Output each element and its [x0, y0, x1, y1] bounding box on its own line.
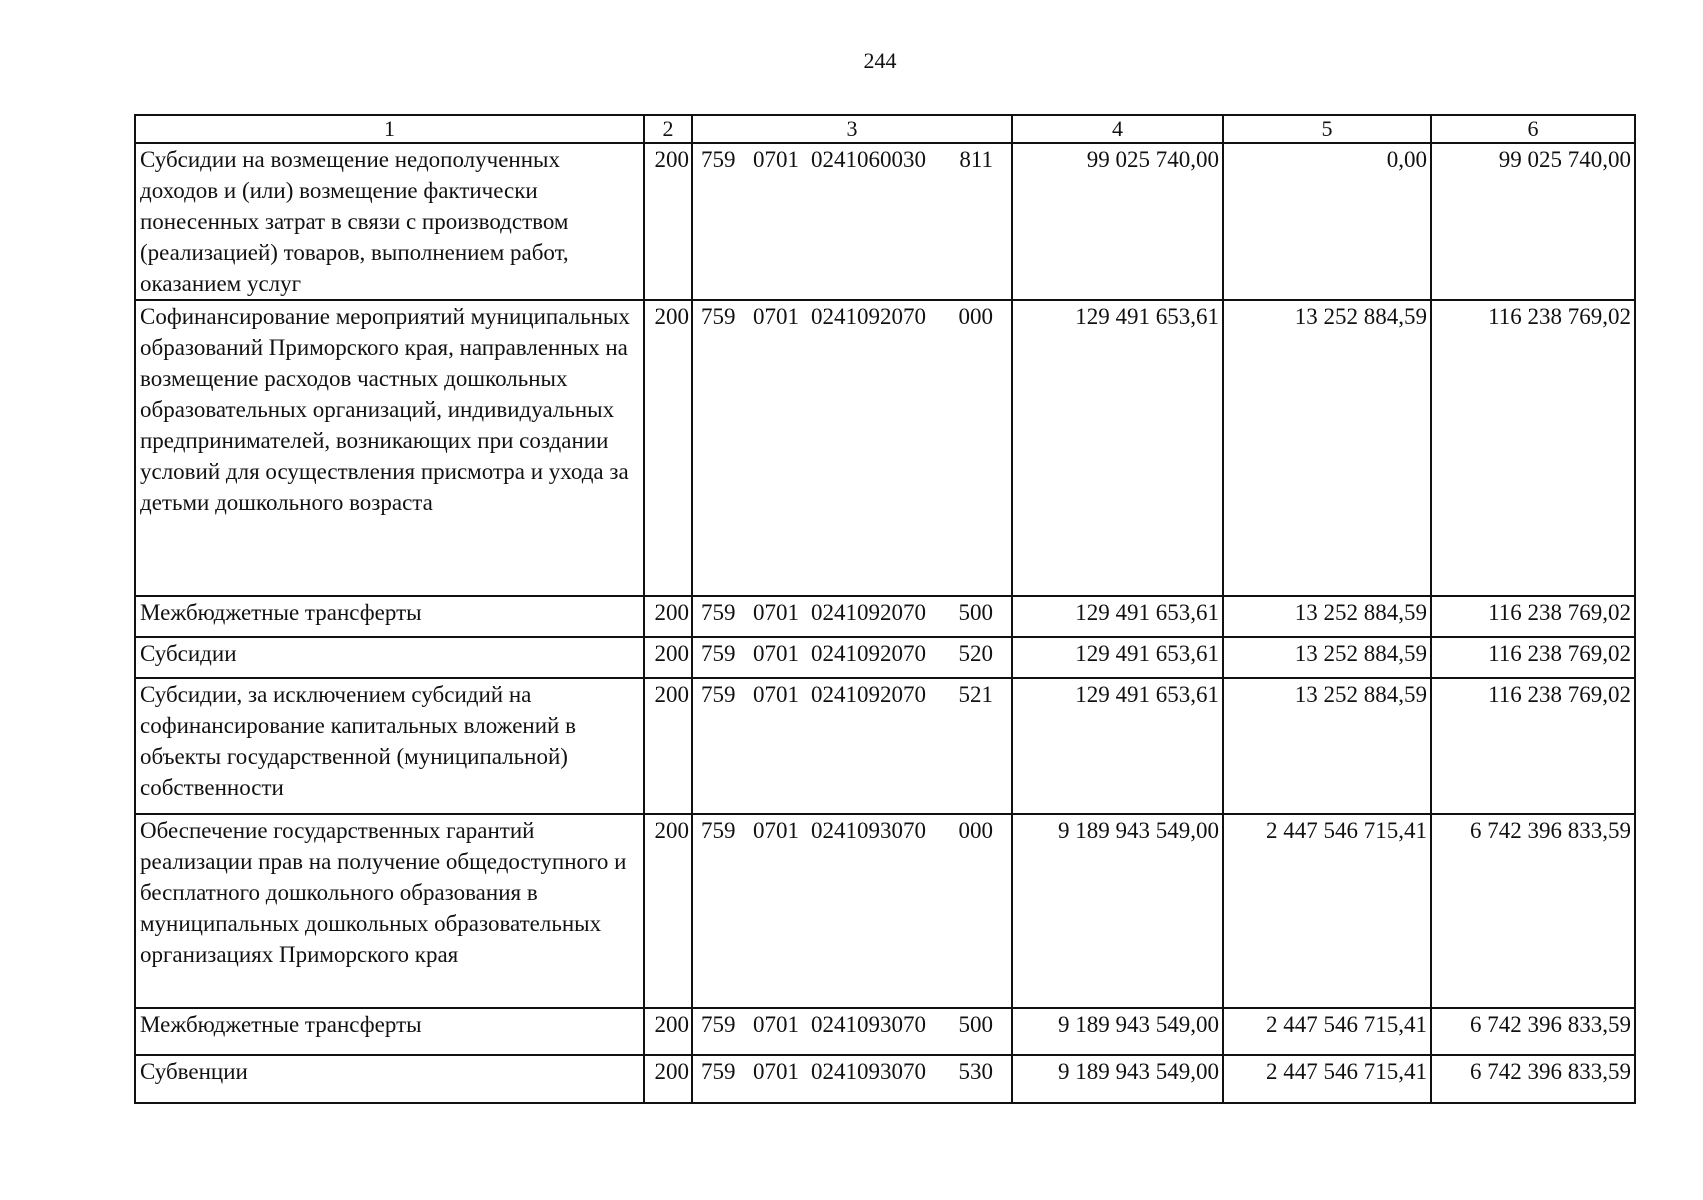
amount-col5: 2 447 546 715,41 — [1223, 814, 1431, 1008]
amount-col6: 116 238 769,02 — [1431, 300, 1635, 596]
classification-codes — [692, 1008, 1012, 1055]
expense-type-code: 000 — [958, 304, 993, 329]
amount-col6: 6 742 396 833,59 — [1431, 1008, 1635, 1055]
classification-codes — [692, 678, 1012, 814]
table-header-row — [135, 115, 1635, 143]
table-row — [135, 300, 1635, 596]
row-name: Софинансирование мероприятий муниципальных образований Приморского края, направленных на возмещение расходов частных дошкольных образовательных организаций, индивидуальных предпринимателей, возникающих при создании условий для осуществления присмотра и ухода за детьми дошкольного возраста — [135, 300, 644, 596]
grbs-code: 200 — [644, 143, 692, 300]
amount-col4: 99 025 740,00 — [1012, 143, 1223, 300]
target-article-code: 0241093070 — [811, 1059, 926, 1084]
expense-type-code: 520 — [958, 641, 993, 666]
table-row — [135, 678, 1635, 814]
amount-col4: 9 189 943 549,00 — [1012, 1055, 1223, 1103]
expense-type-code: 811 — [959, 147, 993, 172]
target-article-code: 0241092070 — [811, 600, 926, 625]
table-row — [135, 637, 1635, 678]
amount-col6: 6 742 396 833,59 — [1431, 814, 1635, 1008]
amount-col6: 116 238 769,02 — [1431, 596, 1635, 637]
expense-type-code: 500 — [958, 1012, 993, 1037]
table-row — [135, 1008, 1635, 1055]
ved-code: 759 — [701, 147, 736, 172]
table-row — [135, 1055, 1635, 1103]
amount-col6: 99 025 740,00 — [1431, 143, 1635, 300]
page-number: 244 — [863, 48, 897, 73]
classification-codes — [692, 596, 1012, 637]
amount-col4: 129 491 653,61 — [1012, 637, 1223, 678]
grbs-code: 200 — [644, 1055, 692, 1103]
ved-code: 759 — [701, 1059, 736, 1084]
amount-col5: 13 252 884,59 — [1223, 300, 1431, 596]
amount-col6: 116 238 769,02 — [1431, 678, 1635, 814]
classification-codes — [692, 300, 1012, 596]
row-name: Субсидии на возмещение недополученных доходов и (или) возмещение фактически понесенных затрат в связи с производством (реализацией) товаров, выполнением работ, оказанием услуг — [135, 143, 644, 300]
grbs-code: 200 — [644, 637, 692, 678]
amount-col5: 13 252 884,59 — [1223, 678, 1431, 814]
ved-code: 759 — [701, 682, 736, 707]
expense-type-code: 521 — [958, 682, 993, 707]
amount-col5: 0,00 — [1223, 143, 1431, 300]
budget-table — [134, 114, 1636, 1104]
classification-codes — [692, 637, 1012, 678]
row-name: Межбюджетные трансферты — [135, 1008, 644, 1055]
ved-code: 759 — [701, 600, 736, 625]
ved-code: 759 — [701, 641, 736, 666]
target-article-code: 0241092070 — [811, 641, 926, 666]
amount-col4: 129 491 653,61 — [1012, 596, 1223, 637]
section-code: 0701 — [753, 1012, 799, 1037]
grbs-code: 200 — [644, 1008, 692, 1055]
grbs-code: 200 — [644, 300, 692, 596]
section-code: 0701 — [753, 818, 799, 843]
amount-col5: 13 252 884,59 — [1223, 596, 1431, 637]
ved-code: 759 — [701, 1012, 736, 1037]
grbs-code: 200 — [644, 814, 692, 1008]
column-header: 6 — [1431, 115, 1635, 143]
amount-col5: 2 447 546 715,41 — [1223, 1008, 1431, 1055]
expense-type-code: 530 — [958, 1059, 993, 1084]
amount-col4: 9 189 943 549,00 — [1012, 814, 1223, 1008]
row-name: Межбюджетные трансферты — [135, 596, 644, 637]
ved-code: 759 — [701, 304, 736, 329]
row-name: Субсидии — [135, 637, 644, 678]
target-article-code: 0241093070 — [811, 818, 926, 843]
amount-col4: 9 189 943 549,00 — [1012, 1008, 1223, 1055]
column-header: 1 — [135, 115, 644, 143]
grbs-code: 200 — [644, 678, 692, 814]
amount-col5: 13 252 884,59 — [1223, 637, 1431, 678]
row-name: Субвенции — [135, 1055, 644, 1103]
section-code: 0701 — [753, 600, 799, 625]
classification-codes — [692, 1055, 1012, 1103]
section-code: 0701 — [753, 641, 799, 666]
column-header: 4 — [1012, 115, 1223, 143]
ved-code: 759 — [701, 818, 736, 843]
target-article-code: 0241092070 — [811, 682, 926, 707]
amount-col5: 2 447 546 715,41 — [1223, 1055, 1431, 1103]
section-code: 0701 — [753, 682, 799, 707]
amount-col4: 129 491 653,61 — [1012, 300, 1223, 596]
table-row — [135, 596, 1635, 637]
table-row — [135, 143, 1635, 300]
table-row — [135, 814, 1635, 1008]
section-code: 0701 — [753, 147, 799, 172]
section-code: 0701 — [753, 1059, 799, 1084]
column-header: 3 — [692, 115, 1012, 143]
amount-col6: 6 742 396 833,59 — [1431, 1055, 1635, 1103]
row-name: Субсидии, за исключением субсидий на софинансирование капитальных вложений в объекты государственной (муниципальной) собственности — [135, 678, 644, 814]
amount-col4: 129 491 653,61 — [1012, 678, 1223, 814]
expense-type-code: 500 — [958, 600, 993, 625]
classification-codes — [692, 814, 1012, 1008]
classification-codes — [692, 143, 1012, 300]
target-article-code: 0241093070 — [811, 1012, 926, 1037]
section-code: 0701 — [753, 304, 799, 329]
grbs-code: 200 — [644, 596, 692, 637]
expense-type-code: 000 — [958, 818, 993, 843]
target-article-code: 0241060030 — [811, 147, 926, 172]
amount-col6: 116 238 769,02 — [1431, 637, 1635, 678]
row-name: Обеспечение государственных гарантий реализации прав на получение общедоступного и бесплатного дошкольного образования в муниципальных дошкольных образовательных организациях Приморского края — [135, 814, 644, 1008]
column-header: 2 — [644, 115, 692, 143]
target-article-code: 0241092070 — [811, 304, 926, 329]
column-header: 5 — [1223, 115, 1431, 143]
